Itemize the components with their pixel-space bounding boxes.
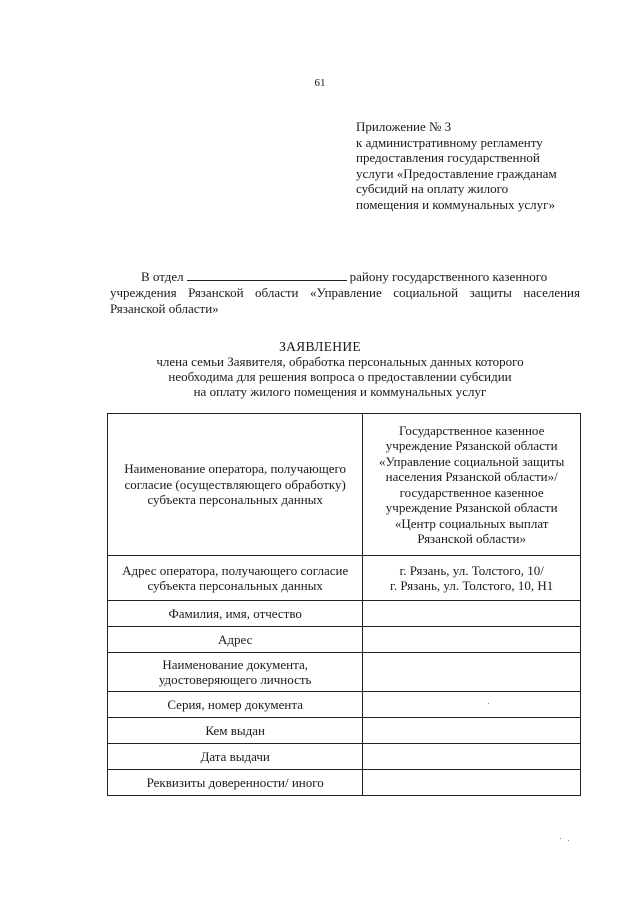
table-row bbox=[108, 627, 581, 653]
issue-date-field[interactable] bbox=[363, 744, 581, 770]
issue-date-label: Дата выдачи bbox=[108, 744, 363, 770]
appendix-line: к административному регламенту bbox=[356, 134, 543, 150]
addressee-word: населения bbox=[523, 285, 580, 300]
address-label: Адрес bbox=[108, 627, 363, 653]
id-document-label: Наименование документа, удостоверяющего личность bbox=[108, 653, 363, 692]
scan-speck bbox=[488, 703, 489, 704]
full-name-field[interactable] bbox=[363, 601, 581, 627]
subtitle-line: необходима для решения вопроса о предоставлении субсидии bbox=[168, 369, 512, 384]
page-number: 61 bbox=[314, 77, 326, 89]
addressee-word: защиты bbox=[469, 285, 512, 300]
appendix-line: помещения и коммунальных услуг» bbox=[356, 196, 555, 212]
addressee-word: социальной bbox=[393, 285, 459, 300]
power-of-attorney-label: Реквизиты доверенности/ иного bbox=[108, 770, 363, 796]
scan-speck bbox=[568, 840, 569, 841]
table-row bbox=[108, 770, 581, 796]
document-title: ЗАЯВЛЕНИЕ bbox=[279, 339, 361, 354]
addressee-word: области bbox=[255, 285, 299, 300]
table-row bbox=[108, 692, 581, 718]
address-field[interactable] bbox=[363, 627, 581, 653]
personal-data-table bbox=[107, 413, 581, 796]
scan-speck bbox=[560, 838, 561, 839]
table-row bbox=[108, 556, 581, 601]
appendix-header bbox=[356, 119, 596, 212]
addressee-line: Рязанской области» bbox=[110, 301, 219, 316]
operator-name-value: Государственное казенное учреждение Рязанской области «Управление социальной защиты населения Рязанской области»/ государственное казенное учреждение Рязанской области «Центр социальных выплат Рязанской области» bbox=[363, 414, 581, 556]
addressee-block bbox=[110, 269, 580, 317]
issued-by-field[interactable] bbox=[363, 718, 581, 744]
doc-number-field[interactable] bbox=[363, 692, 581, 718]
appendix-line: предоставления государственной bbox=[356, 150, 540, 165]
power-of-attorney-field[interactable] bbox=[363, 770, 581, 796]
appendix-line: субсидий на оплату жилого bbox=[356, 181, 509, 196]
appendix-line: услуги «Предоставление гражданам bbox=[356, 165, 557, 181]
issued-by-label: Кем выдан bbox=[108, 718, 363, 744]
appendix-line: Приложение № 3 bbox=[356, 119, 452, 134]
department-blank-field[interactable] bbox=[187, 269, 347, 281]
operator-address-value: г. Рязань, ул. Толстого, 10/ г. Рязань, ул. Толстого, 10, Н1 bbox=[363, 556, 581, 601]
document-subtitle bbox=[0, 354, 640, 399]
addressee-suffix: району государственного казенного bbox=[349, 269, 548, 284]
doc-number-label: Серия, номер документа bbox=[108, 692, 363, 718]
addressee-word: Рязанской bbox=[188, 285, 244, 300]
addressee-word: учреждения bbox=[110, 285, 177, 300]
full-name-label: Фамилия, имя, отчество bbox=[108, 601, 363, 627]
subtitle-line: на оплату жилого помещения и коммунальных услуг bbox=[193, 384, 487, 399]
operator-address-label: Адрес оператора, получающего согласие субъекта персональных данных bbox=[108, 556, 363, 601]
operator-name-label: Наименование оператора, получающего согласие (осуществляющего обработку) субъекта персональных данных bbox=[108, 414, 363, 556]
id-document-field[interactable] bbox=[363, 653, 581, 692]
table-row bbox=[108, 718, 581, 744]
addressee-prefix: В отдел bbox=[141, 269, 184, 284]
addressee-word: «Управление bbox=[310, 285, 382, 300]
table-row bbox=[108, 744, 581, 770]
table-row bbox=[108, 601, 581, 627]
addressee-line bbox=[110, 269, 580, 285]
subtitle-line: члена семьи Заявителя, обработка персональных данных которого bbox=[156, 354, 524, 369]
table-row bbox=[108, 653, 581, 692]
addressee-line-justified bbox=[110, 285, 580, 301]
table-row bbox=[108, 414, 581, 556]
